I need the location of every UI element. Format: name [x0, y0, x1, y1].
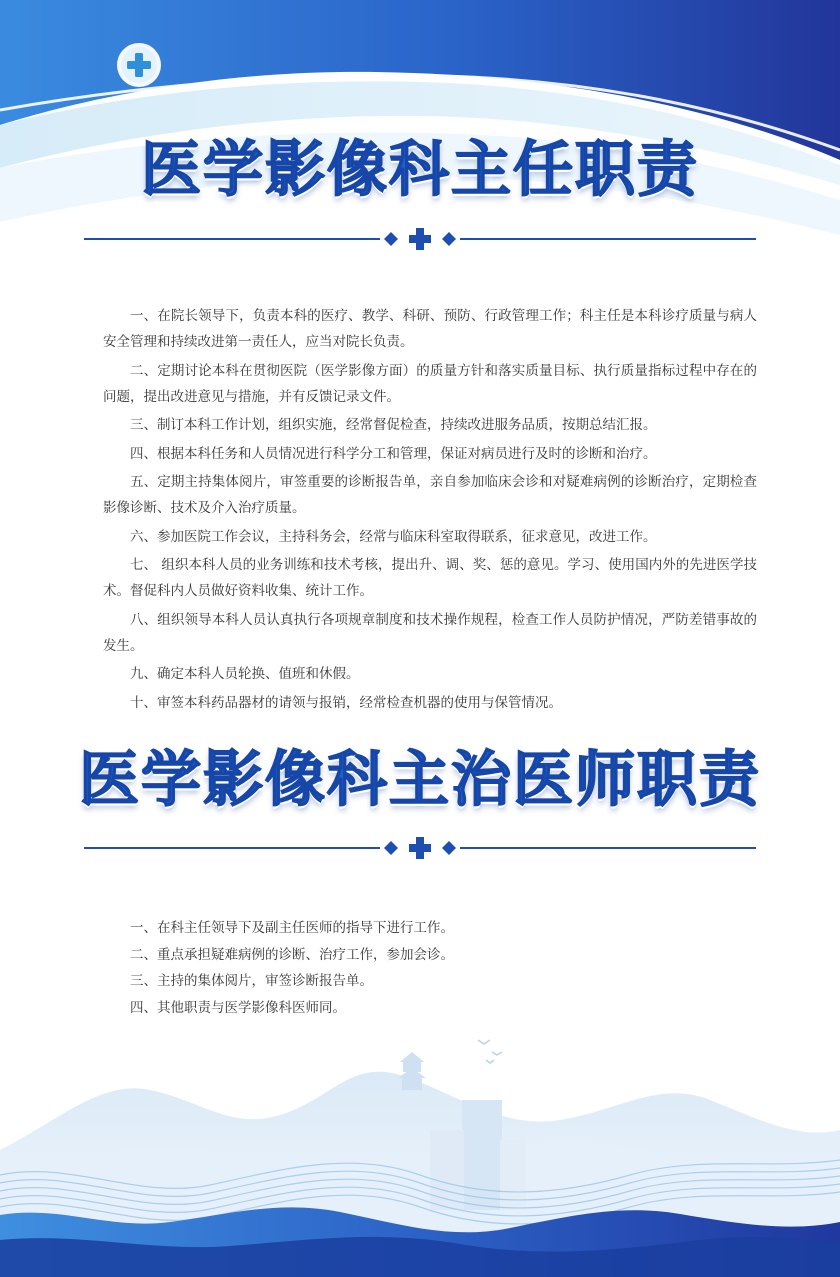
- list-item: 八、组织领导本科人员认真执行各项规章制度和技术操作规程，检查工作人员防护情况，严防差错事故的发生。: [103, 611, 757, 654]
- page-title: 医学影像科主任职责: [141, 135, 699, 205]
- duty-list: [103, 915, 757, 1021]
- list-item: 四、其他职责与医学影像科医师同。: [130, 999, 346, 1016]
- list-item: 五、定期主持集体阅片，审签重要的诊断报告单，亲自参加临床会诊和对疑难病例的诊断治疗，定期检查影像诊断、技术及介入治疗质量。: [103, 474, 757, 516]
- duty-list: [103, 303, 757, 718]
- medical-cross-icon: [409, 837, 431, 859]
- list-item: 二、重点承担疑难病例的诊断、治疗工作，参加会诊。: [130, 946, 454, 963]
- list-item: 七、 组织本科人员的业务训练和技术考核，提出升、调、奖、惩的意见。学习、使用国内外的先进医学技术。督促科内人员做好资料收集、统计工作。: [103, 557, 757, 599]
- title-divider: [84, 836, 756, 860]
- section-title: 医学影像科主治医师职责: [79, 745, 761, 815]
- list-item: 十、审签本科药品器材的请领与报销，经常检查机器的使用与保管情况。: [130, 694, 562, 711]
- medical-cross-icon: [116, 42, 162, 88]
- list-item: 九、确定本科人员轮换、值班和休假。: [130, 666, 360, 682]
- list-item: 三、主持的集体阅片，审签诊断报告单。: [130, 973, 373, 989]
- list-item: 四、根据本科任务和人员情况进行科学分工和管理，保证对病员进行及时的诊断和治疗。: [130, 445, 657, 462]
- list-item: 六、参加医院工作会议，主持科务会，经常与临床科室取得联系，征求意见，改进工作。: [130, 528, 657, 545]
- title-divider: [84, 227, 756, 251]
- list-item: 三、制订本科工作计划，组织实施，经常督促检查，持续改进服务品质，按期总结汇报。: [130, 417, 657, 433]
- list-item: 一、在院长领导下，负责本科的医疗、教学、科研、预防、行政管理工作；科主任是本科诊疗质量与病人安全管理和持续改进第一责任人，应当对院长负责。: [103, 308, 757, 350]
- list-item: 一、在科主任领导下及副主任医师的指导下进行工作。: [130, 920, 454, 936]
- medical-cross-icon: [409, 228, 431, 250]
- list-item: 二、定期讨论本科在贯彻医院（医学影像方面）的质量方针和落实质量目标、执行质量指标过程中存在的问题，提出改进意见与措施，并有反馈记录文件。: [103, 362, 757, 405]
